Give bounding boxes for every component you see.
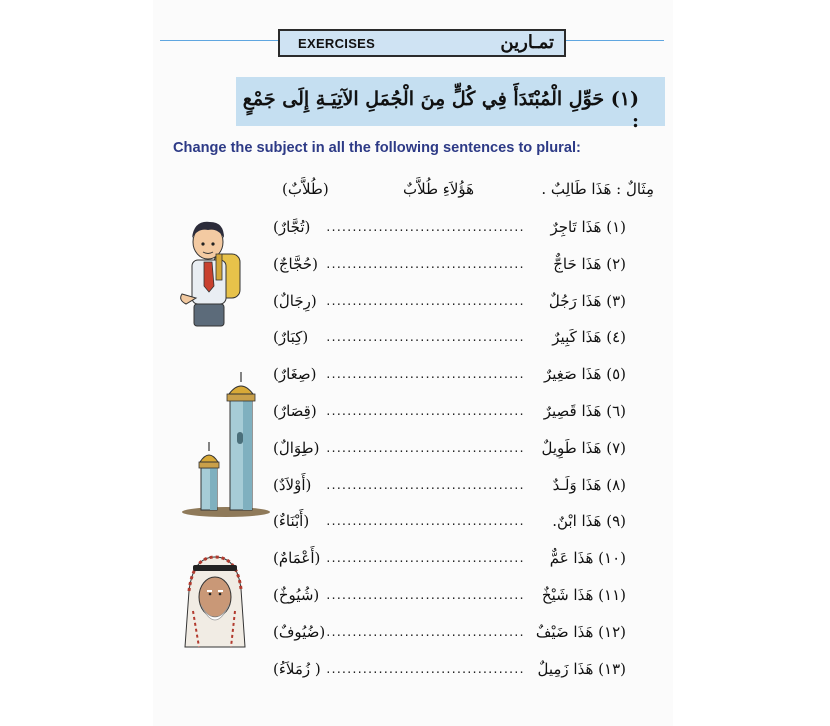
exercise-row [250,402,626,426]
header-title-en: EXERCISES [298,36,376,51]
example-hint: (طُلاَّبٌ) [282,180,329,198]
exercise-sentence: (١) هَذَا تَاجِرٌ [550,218,626,236]
exercise-sentence: (١٢) هَذَا ضَيْفٌ [535,622,626,641]
answer-blank[interactable]: ...................................... [325,515,524,529]
exercise-row [250,586,626,610]
exercise-sentence: (٤) هَذَا كَبِيرٌ [552,328,626,347]
exercise-sentence: (١٣) هَذَا زَمِيلٌ [537,659,626,678]
boy-with-backpack-icon [176,214,248,332]
plural-hint: (طِوَالٌ) [273,438,320,457]
minaret-towers-icon [181,372,271,518]
plural-hint: (تُجَّارٌ) [273,218,311,236]
exercise-sentence: (٦) هَذَا قَصِيرٌ [543,402,626,420]
exercise-sentence: (٩) هَذَا ابْنٌ. [552,512,626,531]
header-title-ar: تمـارين [500,32,554,53]
exercise-row [250,476,626,500]
header-rule-right [566,40,664,41]
exercise-row [250,623,626,647]
answer-blank[interactable]: ...................................... [325,552,524,566]
answer-blank[interactable]: ...................................... [325,331,524,345]
exercise-sentence: (٥) هَذَا صَغِيرٌ [543,365,626,384]
answer-blank[interactable]: ...................................... [325,405,524,418]
exercises-header [278,29,566,57]
instruction-ar: (١) حَوِّلِ الْمُبْتَدَأَ فِي كُلٍّ مِنَ الْجُمَلِ الآتِيَـةِ إِلَى جَمْعٍ : [242,88,639,132]
header-rule-left [160,40,278,41]
answer-blank[interactable]: ...................................... [325,294,524,308]
instruction-ar-banner [236,77,665,132]
exercise-row [250,218,626,242]
exercise-sentence: (٨) هَذَا وَلَـدٌ [552,475,626,494]
exercise-row [250,255,626,279]
plural-hint: (ضُيُوفٌ) [273,622,326,641]
exercise-sentence: (٣) هَذَا رَجُلٌ [548,291,626,310]
plural-hint: (أَعْمَامٌ) [273,549,321,568]
plural-hint: (رِجَالٌ) [273,291,317,310]
plural-hint: (قِصَارٌ) [273,402,317,420]
exercise-row [250,512,626,536]
plural-hint: (زُمَلاَءُ ) [273,659,321,678]
instruction-en: Change the subject in all the following sentences to plural: [173,140,581,156]
plural-hint: (كِبَارٌ) [273,328,309,347]
example-answer: هَؤُلاَءِ طُلاَّبٌ [403,180,475,198]
answer-blank[interactable]: ...................................... [325,478,524,492]
exercise-sentence: (١١) هَذَا شَيْخٌ [541,586,626,604]
example-label: مِثَالٌ : هَذَا طَالِبٌ . [541,180,654,198]
exercise-sentence: (٧) هَذَا طَوِيلٌ [541,438,626,457]
answer-blank[interactable]: ...................................... [325,441,524,455]
answer-blank[interactable]: ...................................... [325,221,524,234]
exercise-sentence: (١٠) هَذَا عَمٌّ [549,549,626,568]
exercise-row [250,660,626,684]
exercise-row [250,365,626,389]
answer-blank[interactable]: ...................................... [325,662,524,676]
old-man-keffiyeh-icon [179,551,247,649]
exercise-row [250,439,626,463]
exercise-row [250,328,626,352]
exercise-sentence: (٢) هَذَا حَاجٌّ [553,254,626,273]
answer-blank[interactable]: ...................................... [325,589,524,602]
answer-blank[interactable]: ...................................... [325,625,524,639]
plural-hint: (أَبْنَاءٌ) [273,512,310,531]
answer-blank[interactable]: ...................................... [325,368,524,382]
plural-hint: (أَوْلاَدٌ) [273,475,312,494]
plural-hint: (شُيُوخٌ) [273,586,320,604]
answer-blank[interactable]: ...................................... [325,257,524,271]
plural-hint: (صِغَارٌ) [273,365,317,384]
exercise-row [250,549,626,573]
plural-hint: (حُجَّاجٌ) [273,254,318,273]
exercise-row [250,292,626,316]
